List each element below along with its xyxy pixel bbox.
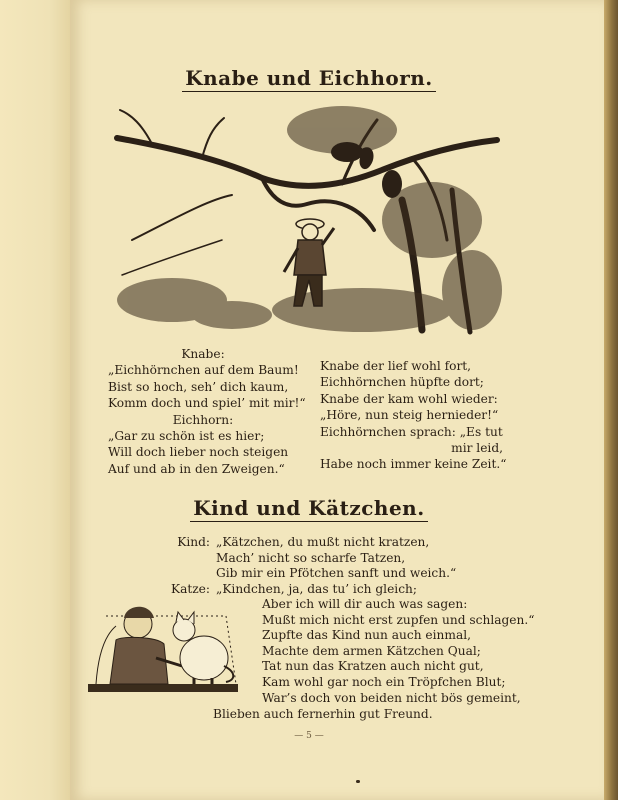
verse-line: Zupfte das Kind nun auch einmal,: [262, 628, 471, 643]
boy-squirrel-illustration: [112, 100, 502, 338]
verse-line: Will doch lieber noch steigen: [108, 445, 289, 460]
book-edge: [604, 0, 618, 800]
verse-line: Tat nun das Kratzen auch nicht gut,: [262, 659, 484, 674]
speaker-kind: Kind:: [177, 535, 210, 549]
poem2-continuation: [262, 597, 534, 706]
verse-line: „Kätzchen, du mußt nicht kratzen,: [216, 535, 430, 549]
poem-title-2: Kind und Kätzchen.: [0, 496, 618, 520]
speaker-eichhorn: Eichhorn:: [172, 412, 234, 427]
verse-line: Blieben auch fernerhin gut Freund.: [213, 707, 433, 721]
verse-line: Eichhörnchen sprach: „Es tut: [320, 424, 503, 439]
verse-line: Knabe der kam wohl wieder:: [320, 391, 498, 406]
verse-line: Mußt mich nicht erst zupfen und schlagen.“: [262, 612, 535, 627]
verse-line: Knabe der lief wohl fort,: [320, 359, 472, 373]
verse-line: „Gar zu schön ist es hier;: [108, 429, 265, 444]
verse-line: Kam wohl gar noch ein Tröpfchen Blut;: [262, 674, 506, 689]
verse-line: War’s doch von beiden nicht bös gemeint,: [262, 690, 521, 705]
facing-page: [0, 0, 71, 800]
verse-line-indent: mir leid,: [451, 441, 503, 456]
verse-line: „Kindchen, ja, das tu’ ich gleich;: [216, 581, 417, 596]
poem2-dialogue: [168, 535, 456, 597]
verse-line: Gib mir ein Pfötchen sanft und weich.“: [216, 566, 457, 581]
verse-line: Aber ich will dir auch was sagen:: [262, 597, 468, 611]
verse-line: Auf und ab in den Zweigen.“: [108, 461, 285, 476]
ink-speck: [356, 780, 360, 783]
verse-line: Bist so hoch, seh’ dich kaum,: [108, 379, 289, 394]
verse-line: Machte dem armen Kätzchen Qual;: [262, 643, 481, 658]
poem1-right-column: [320, 358, 520, 473]
verse-line: Habe noch immer keine Zeit.“: [320, 457, 507, 472]
verse-line: Eichhörnchen hüpfte dort;: [320, 375, 484, 390]
verse-line: Komm doch und spiel’ mit mir!“: [108, 396, 306, 411]
poem-title-1: Knabe und Eichhorn.: [0, 66, 618, 90]
verse-line: „Eichhörnchen auf dem Baum!: [108, 363, 299, 378]
poem1-left-column: [108, 346, 308, 477]
verse-line: „Höre, nun steig hernieder!“: [320, 408, 499, 423]
page-number: — 5 —: [294, 731, 324, 741]
child-cat-vignette: [86, 596, 248, 696]
verse-line: Mach’ nicht so scharfe Tatzen,: [216, 550, 406, 565]
speaker-knabe: Knabe:: [181, 347, 225, 361]
speaker-katze: Katze:: [170, 581, 210, 596]
